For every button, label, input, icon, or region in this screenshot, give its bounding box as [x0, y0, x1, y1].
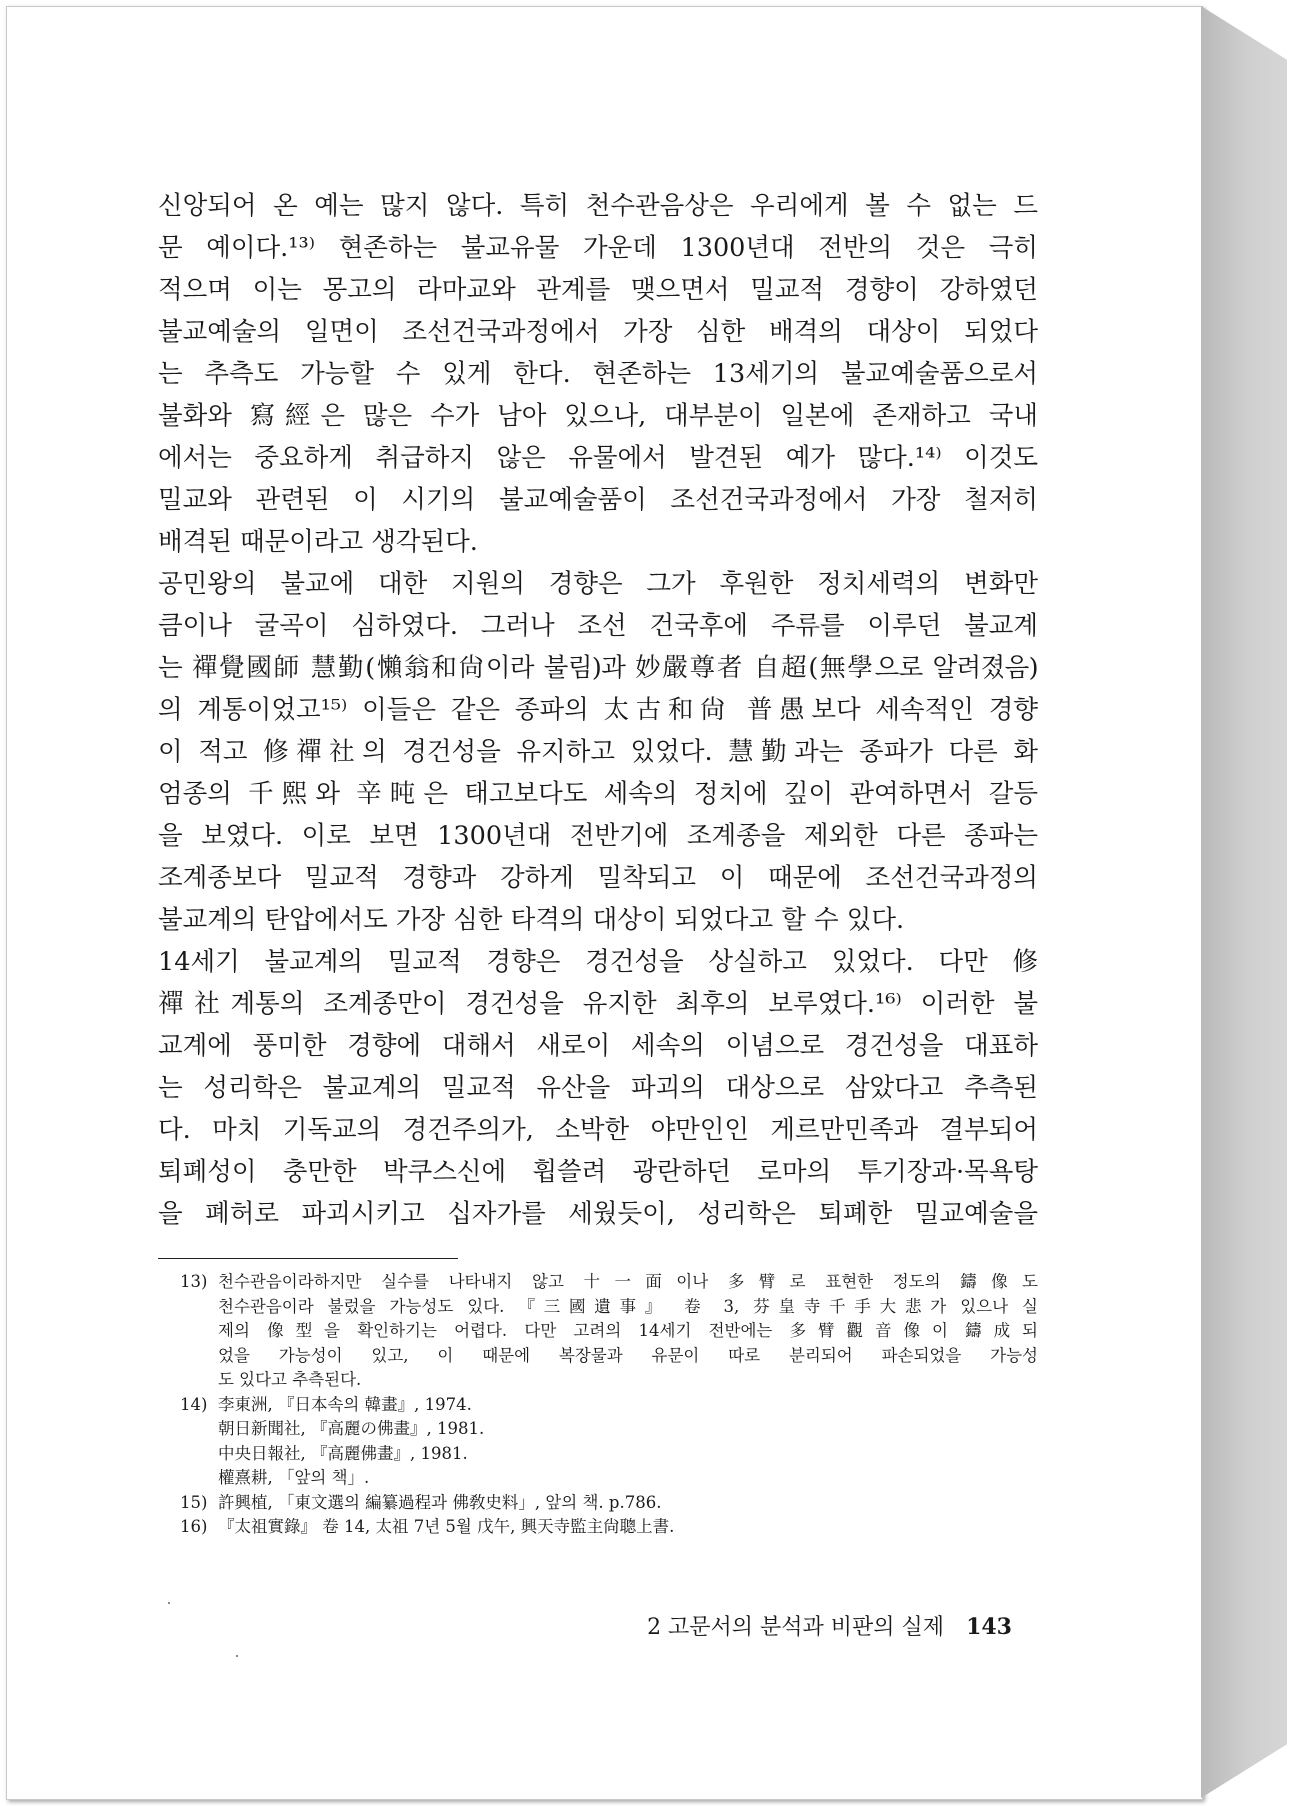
footnote-line: 제의 像型을 확인하기는 어렵다. 다만 고려의 14세기 전반에는 多臂觀音像이 鑄成되	[218, 1321, 1038, 1340]
footnote-text: 『太祖實錄』 卷 14, 太祖 7년 5월 戊午, 興天寺監主尙聰上書.	[218, 1517, 675, 1536]
body-line: 불교예술의 일면이 조선건국과정에서 가장 심한 배격의 대상이 되었다	[158, 317, 1038, 347]
footnote-line	[158, 1491, 1038, 1516]
body-line: 이 적고 修禪社의 경건성을 유지하고 있었다. 慧勤과는 종파가 다른 화	[158, 737, 1038, 767]
footnote-line	[158, 1270, 1038, 1295]
footnote-number: 16)	[180, 1517, 208, 1536]
body-line: 는 성리학은 불교계의 밀교적 유산을 파괴의 대상으로 삼았다고 추측된	[158, 1073, 1038, 1103]
body-line: 禪社계통의 조계종만이 경건성을 유지한 최후의 보루였다.¹⁶⁾ 이러한 불	[158, 989, 1038, 1019]
body-line: 문 예이다.¹³⁾ 현존하는 불교유물 가운데 1300년대 전반의 것은 극히	[158, 233, 1038, 263]
body-text	[158, 185, 1038, 1235]
body-line: 다. 마치 기독교의 경건주의가, 소박한 야만인인 게르만민족과 결부되어	[158, 1115, 1038, 1145]
footnotes	[158, 1270, 1038, 1540]
body-line: 에서는 중요하게 취급하지 않은 유물에서 발견된 예가 많다.¹⁴⁾ 이것도	[158, 443, 1038, 473]
footnote-number: 13)	[180, 1272, 208, 1291]
footnote-number: 15)	[180, 1492, 208, 1512]
body-line: 신앙되어 온 예는 많지 않다. 특히 천수관음상은 우리에게 볼 수 없는 드	[158, 191, 1038, 221]
body-line: 14세기 불교계의 밀교적 경향은 경건성을 상실하고 있었다. 다만 修	[158, 947, 1038, 977]
footnote-text: 李東洲, 『日本속의 韓畫』, 1974.	[218, 1394, 472, 1414]
body-line: 교계에 풍미한 경향에 대해서 새로이 세속의 이념으로 경건성을 대표하	[158, 1031, 1038, 1061]
body-line: 는 추측도 가능할 수 있게 한다. 현존하는 13세기의 불교예술품으로서	[158, 359, 1038, 389]
body-line: 을 폐허로 파괴시키고 십자가를 세웠듯이, 성리학은 퇴폐한 밀교예술을	[158, 1199, 1038, 1229]
body-line: 밀교와 관련된 이 시기의 불교예술품이 조선건국과정에서 가장 철저히	[158, 485, 1038, 515]
running-footer	[600, 1612, 1012, 1643]
footnote-text: 許興植, 「東文選의 編纂過程과 佛敎史料」, 앞의 책. p.786.	[218, 1492, 662, 1512]
body-line: 퇴폐성이 충만한 박쿠스신에 휩쓸려 광란하던 로마의 투기장과·목욕탕	[158, 1157, 1038, 1187]
footnote-text: 천수관음이라하지만 실수를 나타내지 않고 十一面이나 多臂로 표현한 정도의 鑄像도	[218, 1272, 1038, 1291]
book-page-edge	[1201, 6, 1287, 1798]
footnote-line: 천수관음이라 불렀을 가능성도 있다. 『三國遺事』 卷 3, 芬皇寺千手大悲가 있으나 실	[218, 1296, 1038, 1316]
footnote-line: 었을 가능성이 있고, 이 때문에 복장물과 유문이 따로 분리되어 파손되었을 가능성	[218, 1345, 1038, 1365]
body-line: 큼이나 굴곡이 심하였다. 그러나 조선 건국후에 주류를 이루던 불교계	[158, 611, 1038, 641]
body-line: 의 계통이었고¹⁵⁾ 이들은 같은 종파의 太古和尙 普愚보다 세속적인 경향	[158, 695, 1038, 725]
footnote-line	[158, 1515, 1038, 1540]
body-line: 공민왕의 불교에 대한 지원의 경향은 그가 후원한 정치세력의 변화만	[158, 569, 1038, 599]
body-line: 불교계의 탄압에서도 가장 심한 타격의 대상이 되었다고 할 수 있다.	[158, 905, 905, 935]
body-line: 엄종의 千熙와 辛旽은 태고보다도 세속의 정치에 깊이 관여하면서 갈등	[158, 779, 1038, 809]
scan-speck	[236, 1655, 238, 1657]
body-line: 조계종보다 밀교적 경향과 강하게 밀착되고 이 때문에 조선건국과정의	[158, 863, 1038, 893]
footnote-line	[158, 1393, 1038, 1418]
footnote-line: 中央日報社, 『高麗佛畫』, 1981.	[218, 1443, 468, 1463]
footnote-rule	[158, 1258, 458, 1259]
body-line: 을 보였다. 이로 보면 1300년대 전반기에 조계종을 제외한 다른 종파는	[158, 821, 1038, 851]
footnote-line: 朝日新聞社, 『高麗の佛畫』, 1981.	[218, 1419, 485, 1438]
page-number: 143	[966, 1614, 1012, 1640]
chapter-title: 2 고문서의 분석과 비판의 실제	[647, 1615, 945, 1640]
body-line: 는 禪覺國師 慧勤(懶翁和尙이라 불림)과 妙嚴尊者 自超(無學으로 알려졌음)	[158, 653, 1038, 683]
body-line: 적으며 이는 몽고의 라마교와 관계를 맺으면서 밀교적 경향이 강하였던	[158, 275, 1038, 305]
scan-speck	[168, 1602, 170, 1604]
footnote-line: 權熹耕, 「앞의 책」.	[218, 1468, 370, 1487]
body-line: 배격된 때문이라고 생각된다.	[158, 527, 478, 557]
footnote-number: 14)	[180, 1394, 208, 1414]
footnote-line: 도 있다고 추측된다.	[218, 1370, 362, 1389]
body-line: 불화와 寫經은 많은 수가 남아 있으나, 대부분이 일본에 존재하고 국내	[158, 401, 1038, 431]
